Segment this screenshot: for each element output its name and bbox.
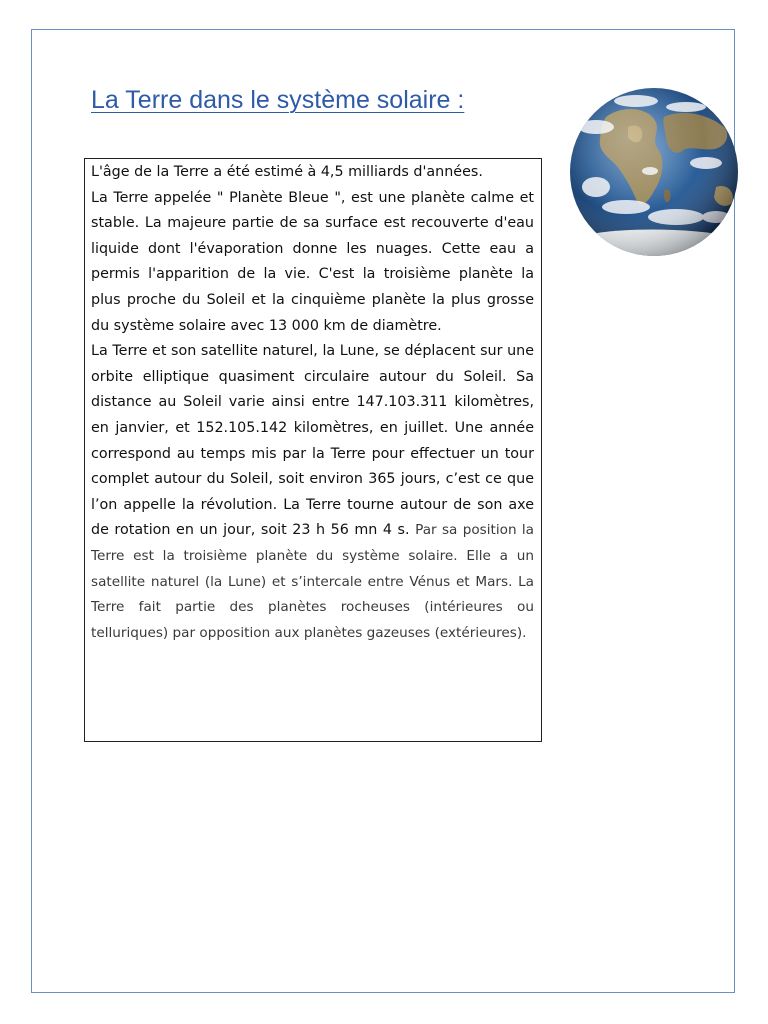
earth-globe-icon: [566, 87, 742, 257]
text-box: [84, 158, 542, 742]
paragraph-position-text: Par sa position la Terre est la troisième planète du système solaire. Elle a un satellite naturel (la Lune) et s’intercale entre Vénus et Mars. La Terre fait partie des planètes rocheuses (intérieures ou telluriques) par opposition aux planètes gazeuses (extérieures).: [91, 522, 534, 641]
paragraph-orbite: [91, 339, 534, 646]
paragraph-orbite-text: La Terre et son satellite naturel, la Lune, se déplacent sur une orbite elliptique quasiment circulaire autour du Soleil. Sa distance au Soleil varie ainsi entre 147.103.311 kilomètres, en janvier, et 152.105.142 kilomètres, en juillet. Une année correspond au temps mis par la Terre pour effectuer un tour complet autour du Soleil, soit environ 365 jours, c’est ce que l’on appelle la révolution. La Terre tourne autour de son axe de rotation en un jour, soit 23 h 56 mn 4 s.: [91, 343, 534, 539]
paragraph-planete-bleue: La Terre appelée " Planète Bleue ", est une planète calme et stable. La majeure partie de sa surface est recouverte d'eau liquide dont l'évaporation donne les nuages. Cette eau a permis l'apparition de la vie. C'est la troisième planète la plus proche du Soleil et la cinquième planète la plus grosse du système solaire avec 13 000 km de diamètre.: [91, 189, 534, 334]
page-title: La Terre dans le système solaire :: [91, 86, 465, 114]
paragraph-age: L'âge de la Terre a été estimé à 4,5 milliards d'années.: [91, 164, 483, 180]
